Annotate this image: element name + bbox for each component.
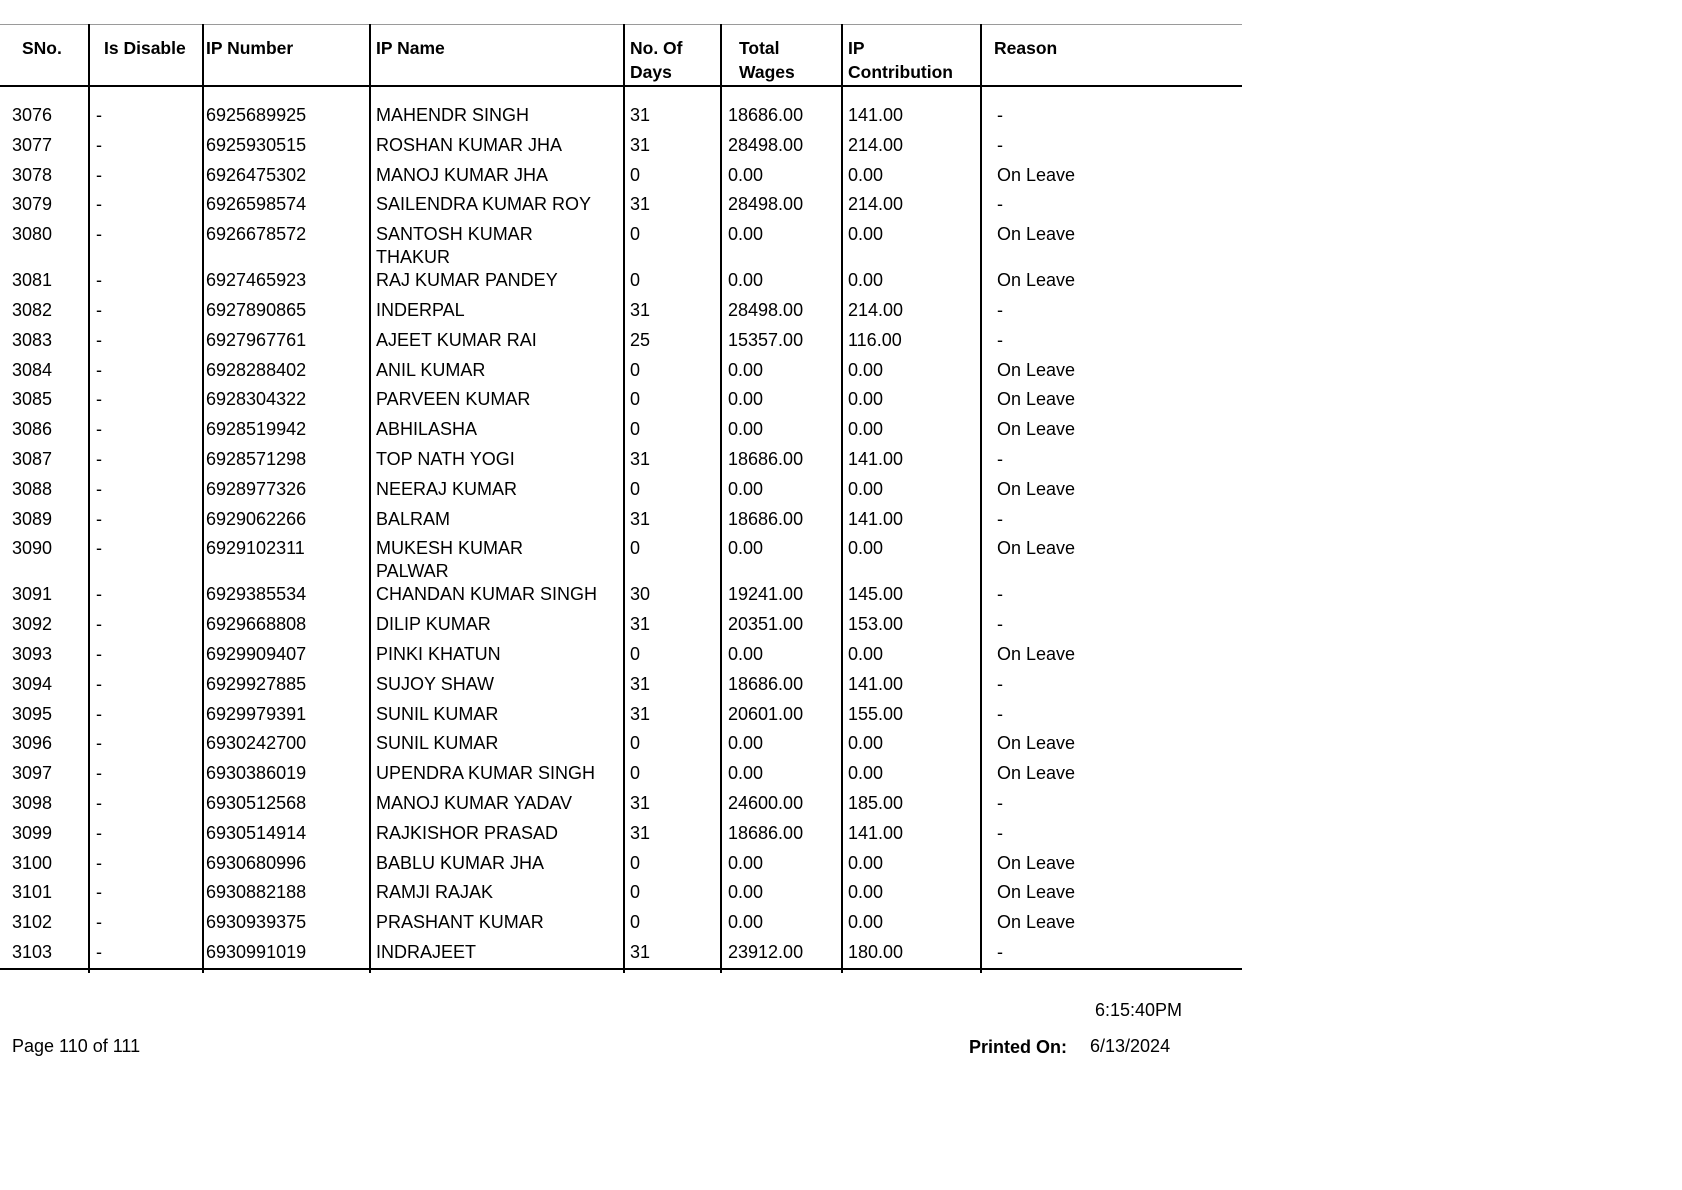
cell-reason: - — [997, 822, 1003, 843]
cell-ip-contribution: 214.00 — [848, 299, 904, 320]
cell-sno: 3095 — [12, 703, 53, 724]
table-row — [0, 193, 1242, 223]
cell-total-wages: 0.00 — [728, 852, 764, 873]
cell-ip-number: 6929385534 — [206, 584, 307, 605]
column-header-sno: SNo. — [22, 38, 62, 58]
cell-is-disable: - — [96, 329, 102, 350]
cell-ip-contribution: 0.00 — [848, 538, 884, 559]
cell-days: 0 — [630, 389, 641, 410]
cell-is-disable: - — [96, 478, 102, 499]
cell-ip-number: 6930882188 — [206, 882, 307, 903]
cell-total-wages: 19241.00 — [728, 584, 804, 605]
cell-days: 0 — [630, 538, 641, 559]
cell-ip-number: 6927967761 — [206, 329, 307, 350]
cell-reason: On Leave — [997, 389, 1076, 410]
column-header-ip-number: IP Number — [206, 38, 294, 58]
cell-ip-contribution: 0.00 — [848, 852, 884, 873]
cell-ip-number: 6927890865 — [206, 299, 307, 320]
table-row — [0, 613, 1242, 643]
cell-ip-contribution: 141.00 — [848, 105, 904, 125]
table-header-border — [0, 85, 1242, 87]
cell-reason: - — [997, 792, 1003, 813]
cell-ip-name: ANIL KUMAR — [376, 359, 486, 380]
cell-ip-name: AJEET KUMAR RAI — [376, 329, 537, 350]
cell-ip-number: 6926598574 — [206, 194, 307, 215]
table-row — [0, 164, 1242, 194]
cell-ip-contribution: 0.00 — [848, 419, 884, 440]
cell-sno: 3077 — [12, 134, 53, 155]
cell-total-wages: 28498.00 — [728, 134, 804, 155]
cell-ip-contribution: 214.00 — [848, 194, 904, 215]
cell-reason: - — [997, 614, 1003, 635]
print-time: 6:15:40PM — [1095, 1000, 1183, 1020]
cell-sno: 3088 — [12, 478, 53, 499]
column-header-ip-contribution: IP Contribution — [848, 38, 953, 82]
cell-ip-number: 6928519942 — [206, 419, 307, 440]
cell-sno: 3084 — [12, 359, 53, 380]
cell-total-wages: 20601.00 — [728, 703, 804, 724]
cell-ip-number: 6930512568 — [206, 792, 307, 813]
cell-ip-name: SUJOY SHAW — [376, 673, 495, 694]
cell-ip-number: 6928977326 — [206, 478, 307, 499]
cell-reason: - — [997, 329, 1003, 350]
cell-is-disable: - — [96, 763, 102, 784]
cell-ip-number: 6930514914 — [206, 822, 307, 843]
cell-ip-name: PRASHANT KUMAR — [376, 912, 544, 933]
cell-sno: 3094 — [12, 673, 53, 694]
table-row — [0, 223, 1242, 269]
cell-total-wages: 24600.00 — [728, 792, 804, 813]
cell-ip-name: CHANDAN KUMAR SINGH — [376, 584, 598, 605]
cell-days: 31 — [630, 105, 651, 125]
cell-reason: On Leave — [997, 763, 1076, 784]
cell-sno: 3081 — [12, 270, 53, 291]
cell-is-disable: - — [96, 270, 102, 291]
cell-sno: 3091 — [12, 584, 53, 605]
cell-ip-name: NEERAJ KUMAR — [376, 478, 518, 499]
cell-total-wages: 0.00 — [728, 419, 764, 440]
cell-reason: On Leave — [997, 224, 1076, 245]
cell-is-disable: - — [96, 299, 102, 320]
cell-reason: - — [997, 448, 1003, 469]
cell-ip-contribution: 0.00 — [848, 359, 884, 380]
cell-ip-contribution: 180.00 — [848, 941, 904, 962]
cell-ip-name: MUKESH KUMAR PALWAR — [376, 538, 524, 582]
cell-ip-number: 6930386019 — [206, 763, 307, 784]
cell-reason: On Leave — [997, 882, 1076, 903]
table-row — [0, 508, 1242, 538]
cell-total-wages: 18686.00 — [728, 508, 804, 529]
cell-total-wages: 0.00 — [728, 389, 764, 410]
table-row — [0, 448, 1242, 478]
cell-total-wages: 0.00 — [728, 643, 764, 664]
cell-days: 0 — [630, 912, 641, 933]
cell-ip-contribution: 0.00 — [848, 912, 884, 933]
cell-is-disable: - — [96, 134, 102, 155]
cell-ip-name: RAMJI RAJAK — [376, 882, 494, 903]
cell-reason: On Leave — [997, 733, 1076, 754]
cell-ip-contribution: 141.00 — [848, 673, 904, 694]
cell-days: 31 — [630, 299, 651, 320]
cell-ip-name: UPENDRA KUMAR SINGH — [376, 763, 596, 784]
cell-ip-name: SUNIL KUMAR — [376, 703, 499, 724]
cell-total-wages: 28498.00 — [728, 299, 804, 320]
cell-ip-name: SANTOSH KUMAR THAKUR — [376, 224, 533, 268]
cell-total-wages: 23912.00 — [728, 941, 804, 962]
cell-ip-contribution: 116.00 — [848, 329, 902, 350]
cell-total-wages: 18686.00 — [728, 448, 804, 469]
cell-ip-number: 6928571298 — [206, 448, 307, 469]
cell-sno: 3097 — [12, 763, 53, 784]
cell-days: 30 — [630, 584, 651, 605]
cell-ip-contribution: 155.00 — [848, 703, 904, 724]
cell-ip-contribution: 0.00 — [848, 643, 884, 664]
cell-days: 0 — [630, 882, 641, 903]
table-row — [0, 583, 1242, 613]
cell-ip-contribution: 0.00 — [848, 478, 884, 499]
cell-ip-contribution: 0.00 — [848, 763, 884, 784]
table-top-border — [0, 24, 1242, 25]
cell-reason: - — [997, 673, 1003, 694]
cell-reason: On Leave — [997, 164, 1076, 185]
table-row — [0, 911, 1242, 941]
cell-reason: On Leave — [997, 643, 1076, 664]
cell-is-disable: - — [96, 643, 102, 664]
cell-ip-number: 6926475302 — [206, 164, 307, 185]
cell-reason: On Leave — [997, 419, 1076, 440]
cell-days: 0 — [630, 359, 641, 380]
table-row — [0, 418, 1242, 448]
cell-sno: 3101 — [12, 882, 53, 903]
cell-ip-contribution: 0.00 — [848, 882, 884, 903]
column-header-total-wages: Total Wages — [739, 38, 795, 82]
cell-sno: 3092 — [12, 614, 53, 635]
cell-is-disable: - — [96, 508, 102, 529]
column-header-days: No. Of Days — [630, 38, 683, 82]
cell-days: 0 — [630, 763, 641, 784]
cell-days: 0 — [630, 478, 641, 499]
cell-ip-contribution: 145.00 — [848, 584, 904, 605]
cell-days: 0 — [630, 852, 641, 873]
cell-ip-contribution: 0.00 — [848, 270, 884, 291]
cell-ip-name: BALRAM — [376, 508, 451, 529]
cell-is-disable: - — [96, 419, 102, 440]
cell-is-disable: - — [96, 164, 102, 185]
cell-ip-contribution: 141.00 — [848, 822, 904, 843]
cell-ip-name: INDERPAL — [376, 299, 465, 320]
cell-ip-name: SUNIL KUMAR — [376, 733, 499, 754]
cell-ip-number: 6929979391 — [206, 703, 307, 724]
cell-days: 0 — [630, 733, 641, 754]
cell-ip-name: PARVEEN KUMAR — [376, 389, 531, 410]
column-header-reason: Reason — [994, 38, 1058, 58]
table-body — [0, 104, 1242, 971]
cell-reason: - — [997, 584, 1003, 605]
cell-ip-number: 6929668808 — [206, 614, 307, 635]
cell-total-wages: 0.00 — [728, 478, 764, 499]
cell-is-disable: - — [96, 105, 102, 125]
cell-reason: On Leave — [997, 359, 1076, 380]
cell-ip-contribution: 0.00 — [848, 389, 884, 410]
cell-sno: 3100 — [12, 852, 53, 873]
cell-is-disable: - — [96, 614, 102, 635]
cell-ip-name: BABLU KUMAR JHA — [376, 852, 545, 873]
cell-days: 31 — [630, 673, 651, 694]
cell-ip-number: 6929062266 — [206, 508, 307, 529]
cell-total-wages: 0.00 — [728, 912, 764, 933]
cell-sno: 3093 — [12, 643, 53, 664]
cell-is-disable: - — [96, 792, 102, 813]
cell-total-wages: 28498.00 — [728, 194, 804, 215]
cell-ip-number: 6929102311 — [206, 538, 305, 559]
cell-sno: 3086 — [12, 419, 53, 440]
printed-on-date: 6/13/2024 — [1090, 1036, 1171, 1056]
table-row — [0, 359, 1242, 389]
table-row — [0, 329, 1242, 359]
table-row — [0, 881, 1242, 911]
cell-total-wages: 0.00 — [728, 359, 764, 380]
cell-ip-name: TOP NATH YOGI — [376, 448, 515, 469]
cell-ip-contribution: 185.00 — [848, 792, 904, 813]
table-row — [0, 792, 1242, 822]
table-row — [0, 537, 1242, 583]
page-number: Page 110 of 111 — [12, 1036, 141, 1056]
cell-is-disable: - — [96, 538, 102, 559]
cell-reason: On Leave — [997, 478, 1076, 499]
cell-ip-contribution: 0.00 — [848, 224, 884, 245]
cell-ip-contribution: 141.00 — [848, 508, 904, 529]
column-header-is-disable: Is Disable — [104, 38, 186, 58]
table-row — [0, 388, 1242, 418]
cell-ip-contribution: 0.00 — [848, 164, 884, 185]
cell-sno: 3099 — [12, 822, 53, 843]
cell-ip-contribution: 214.00 — [848, 134, 904, 155]
cell-sno: 3083 — [12, 329, 53, 350]
table-row — [0, 762, 1242, 792]
cell-days: 31 — [630, 508, 651, 529]
cell-days: 31 — [630, 703, 651, 724]
cell-days: 25 — [630, 329, 651, 350]
cell-ip-number: 6930939375 — [206, 912, 307, 933]
cell-is-disable: - — [96, 359, 102, 380]
cell-ip-number: 6930991019 — [206, 941, 307, 962]
cell-ip-number: 6927465923 — [206, 270, 307, 291]
cell-is-disable: - — [96, 941, 102, 962]
table-row — [0, 299, 1242, 329]
cell-ip-name: ROSHAN KUMAR JHA — [376, 134, 563, 155]
cell-total-wages: 0.00 — [728, 224, 764, 245]
cell-ip-name: INDRAJEET — [376, 941, 477, 962]
cell-ip-name: RAJKISHOR PRASAD — [376, 822, 559, 843]
cell-reason: On Leave — [997, 538, 1076, 559]
cell-days: 31 — [630, 448, 651, 469]
cell-sno: 3079 — [12, 194, 53, 215]
cell-sno: 3089 — [12, 508, 53, 529]
cell-reason: - — [997, 941, 1003, 962]
cell-ip-name: ABHILASHA — [376, 419, 478, 440]
cell-ip-number: 6928304322 — [206, 389, 307, 410]
cell-ip-name: PINKI KHATUN — [376, 643, 501, 664]
cell-sno: 3082 — [12, 299, 53, 320]
cell-is-disable: - — [96, 733, 102, 754]
cell-ip-number: 6930680996 — [206, 852, 307, 873]
cell-is-disable: - — [96, 584, 102, 605]
cell-is-disable: - — [96, 194, 102, 215]
cell-reason: - — [997, 508, 1003, 529]
cell-total-wages: 20351.00 — [728, 614, 804, 635]
cell-total-wages: 0.00 — [728, 882, 764, 903]
cell-ip-name: RAJ KUMAR PANDEY — [376, 270, 558, 291]
cell-days: 31 — [630, 614, 651, 635]
table-row — [0, 673, 1242, 703]
cell-sno: 3087 — [12, 448, 53, 469]
cell-days: 31 — [630, 822, 651, 843]
table-row — [0, 134, 1242, 164]
cell-days: 0 — [630, 419, 641, 440]
cell-total-wages: 15357.00 — [728, 329, 804, 350]
cell-sno: 3098 — [12, 792, 53, 813]
cell-sno: 3078 — [12, 164, 53, 185]
cell-ip-number: 6926678572 — [206, 224, 307, 245]
cell-is-disable: - — [96, 703, 102, 724]
column-header-ip-name: IP Name — [376, 38, 445, 58]
cell-reason: - — [997, 134, 1003, 155]
cell-ip-contribution: 0.00 — [848, 733, 884, 754]
cell-sno: 3102 — [12, 912, 53, 933]
cell-ip-number: 6930242700 — [206, 733, 307, 754]
cell-reason: On Leave — [997, 912, 1076, 933]
cell-ip-number: 6925689925 — [206, 105, 307, 125]
cell-reason: - — [997, 194, 1003, 215]
cell-total-wages: 0.00 — [728, 164, 764, 185]
cell-ip-contribution: 153.00 — [848, 614, 904, 635]
cell-total-wages: 0.00 — [728, 733, 764, 754]
table-row — [0, 703, 1242, 733]
cell-total-wages: 18686.00 — [728, 822, 804, 843]
cell-days: 0 — [630, 270, 641, 291]
cell-total-wages: 0.00 — [728, 270, 764, 291]
cell-sno: 3096 — [12, 733, 53, 754]
cell-reason: - — [997, 703, 1003, 724]
table-row — [0, 732, 1242, 762]
cell-is-disable: - — [96, 882, 102, 903]
cell-days: 31 — [630, 194, 651, 215]
table-row — [0, 104, 1242, 134]
cell-days: 31 — [630, 941, 651, 962]
cell-is-disable: - — [96, 389, 102, 410]
cell-days: 31 — [630, 134, 651, 155]
printed-on-label: Printed On: — [969, 1037, 1067, 1057]
cell-ip-name: DILIP KUMAR — [376, 614, 491, 635]
cell-reason: - — [997, 299, 1003, 320]
cell-sno: 3090 — [12, 538, 53, 559]
cell-reason: - — [997, 105, 1003, 125]
cell-reason: On Leave — [997, 852, 1076, 873]
cell-ip-name: MAHENDR SINGH — [376, 105, 530, 125]
cell-is-disable: - — [96, 852, 102, 873]
cell-ip-contribution: 141.00 — [848, 448, 904, 469]
cell-is-disable: - — [96, 673, 102, 694]
table-row — [0, 643, 1242, 673]
cell-days: 31 — [630, 792, 651, 813]
cell-sno: 3103 — [12, 941, 53, 962]
cell-is-disable: - — [96, 224, 102, 245]
cell-reason: On Leave — [997, 270, 1076, 291]
cell-days: 0 — [630, 224, 641, 245]
cell-days: 0 — [630, 643, 641, 664]
cell-days: 0 — [630, 164, 641, 185]
cell-total-wages: 0.00 — [728, 763, 764, 784]
table-row — [0, 822, 1242, 852]
cell-ip-name: MANOJ KUMAR YADAV — [376, 792, 573, 813]
cell-is-disable: - — [96, 912, 102, 933]
cell-total-wages: 0.00 — [728, 538, 764, 559]
cell-is-disable: - — [96, 448, 102, 469]
cell-sno: 3076 — [12, 105, 53, 125]
cell-ip-name: MANOJ KUMAR JHA — [376, 164, 549, 185]
table-row — [0, 478, 1242, 508]
cell-ip-number: 6928288402 — [206, 359, 307, 380]
table-row — [0, 941, 1242, 971]
cell-sno: 3080 — [12, 224, 53, 245]
cell-ip-number: 6929927885 — [206, 673, 307, 694]
cell-is-disable: - — [96, 822, 102, 843]
cell-ip-name: SAILENDRA KUMAR ROY — [376, 194, 592, 215]
table-row — [0, 852, 1242, 882]
cell-ip-number: 6929909407 — [206, 643, 307, 664]
cell-total-wages: 18686.00 — [728, 673, 804, 694]
cell-ip-number: 6925930515 — [206, 134, 307, 155]
cell-sno: 3085 — [12, 389, 53, 410]
table-row — [0, 269, 1242, 299]
cell-total-wages: 18686.00 — [728, 105, 804, 125]
